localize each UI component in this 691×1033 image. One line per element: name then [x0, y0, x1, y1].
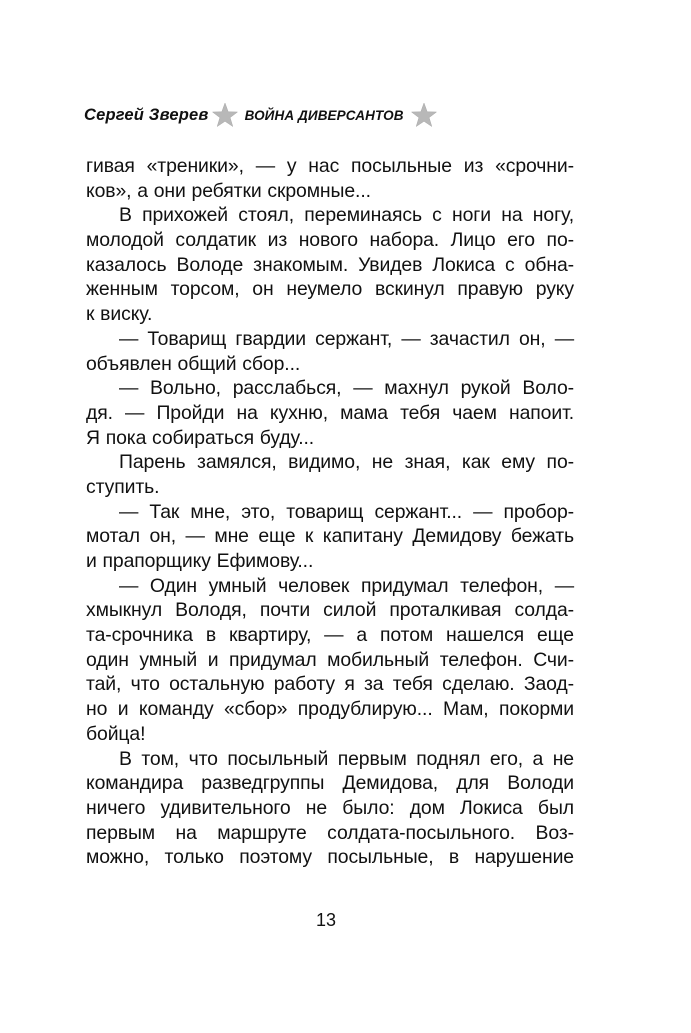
text-line: командира разведгруппы Демидова, для Володи	[86, 772, 574, 795]
text-line: мотал он, — мне еще к капитану Демидову бежать	[86, 525, 574, 548]
text-line: — Вольно, расслабься, — махнул рукой Воло-	[119, 377, 574, 400]
book-title: ВОЙНА ДИВЕРСАНТОВ	[244, 107, 404, 123]
text-line: Я пока собираться буду...	[86, 426, 315, 449]
text-line: но и команду «сбор» продублирую... Мам, покорми	[86, 698, 574, 721]
star-icon	[211, 101, 239, 129]
text-line: женным торсом, он неумело вскинул правую руку	[86, 278, 574, 301]
text-line: объявлен общий сбор...	[86, 352, 301, 375]
body-text	[86, 154, 574, 870]
text-line: В том, что посыльный первым поднял его, а не	[119, 747, 574, 770]
text-line: — Один умный человек придумал телефон, —	[119, 574, 574, 597]
text-line: ков», а они ребятки скромные...	[86, 179, 371, 202]
text-line: хмыкнул Володя, почти силой проталкивая солда-	[86, 599, 574, 622]
page-number: 13	[315, 910, 337, 930]
text-line: казалось Володе знакомым. Увидев Локиса с обна-	[86, 253, 574, 276]
text-line: к виску.	[86, 303, 153, 326]
text-line: та-срочника в квартиру, — а потом нашелся еще	[86, 624, 574, 647]
text-line: можно, только поэтому посыльные, в нарушение	[86, 846, 574, 869]
author-name: Сергей Зверев	[84, 105, 209, 124]
text-line: первым на маршруте солдата-посыльного. Воз-	[86, 821, 574, 844]
text-line: бойца!	[86, 722, 146, 745]
text-line: — Товарищ гвардии сержант, — зачастил он, —	[119, 327, 574, 350]
text-line: В прихожей стоял, переминаясь с ноги на ногу,	[119, 204, 574, 227]
text-line: ничего удивительного не было: дом Локиса был	[86, 796, 574, 819]
text-line: ступить.	[86, 475, 160, 498]
text-line: и прапорщику Ефимову...	[86, 550, 314, 572]
text-line: дя. — Пройди на кухню, мама тебя чаем напоит.	[86, 401, 574, 424]
text-line: — Так мне, это, товарищ сержант... — пробор-	[119, 500, 574, 523]
text-line: Парень замялся, видимо, не зная, как ему по-	[119, 451, 574, 474]
text-line: один умный и придумал мобильный телефон. Счи-	[86, 648, 574, 671]
text-line: тай, что остальную работу я за тебя сделаю. Заод-	[86, 673, 574, 696]
text-line: гивая «треники», — у нас посыльные из «срочни-	[86, 155, 574, 177]
running-header	[84, 100, 584, 130]
text-line: молодой солдатик из нового набора. Лицо его по-	[86, 229, 574, 252]
star-icon	[410, 101, 438, 129]
